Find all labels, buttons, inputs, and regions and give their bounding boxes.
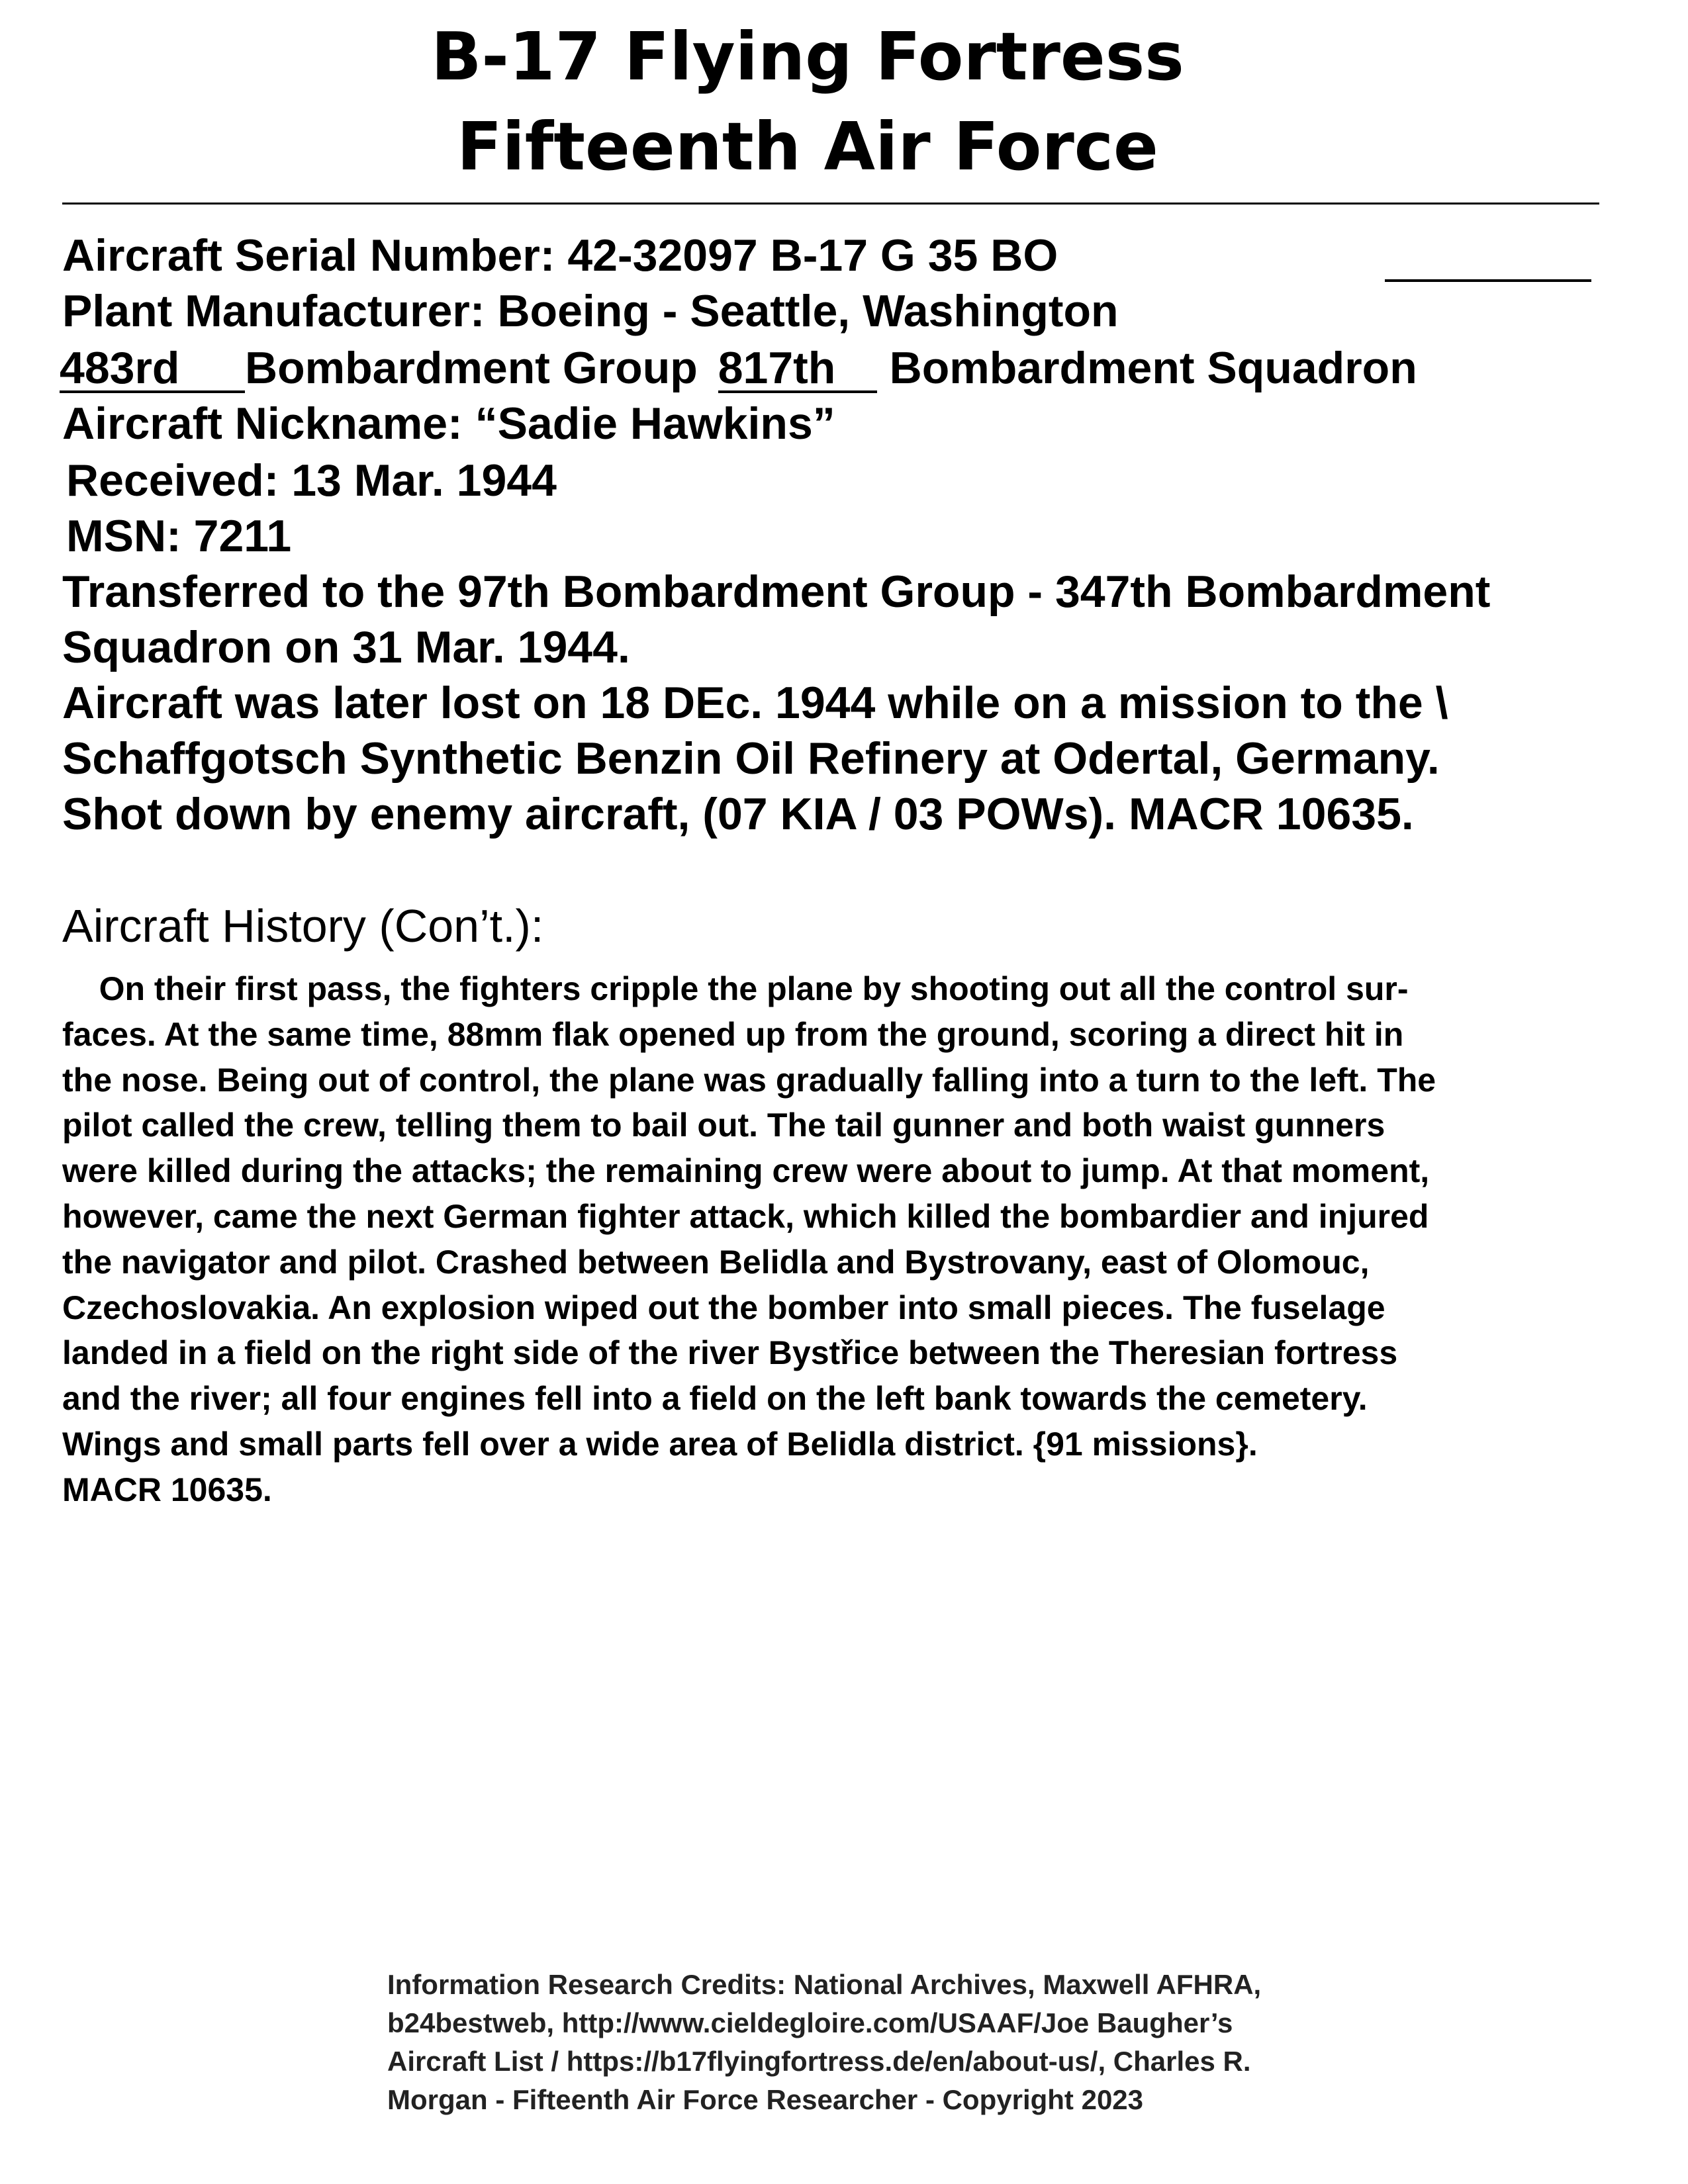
- history-line: the navigator and pilot. Crashed between Belidla and Bystrovany, east of Olomouc,: [62, 1243, 1370, 1281]
- credits-line: b24bestweb, http://www.cieldegloire.com/USAAF/Joe Baugher’s: [387, 2007, 1233, 2038]
- squadron-number: 817th: [718, 345, 877, 393]
- squadron-label: Bombardment Squadron: [889, 343, 1417, 393]
- page-title: B-17 Flying Fortress: [431, 18, 1184, 95]
- msn-value: 7211: [193, 511, 292, 561]
- history-line: Czechoslovakia. An explosion wiped out the bomber into small pieces. The fuselage: [62, 1289, 1385, 1326]
- fate-line-4: Schaffgotsch Synthetic Benzin Oil Refinery at Odertal, Germany.: [62, 733, 1440, 784]
- history-line: On their first pass, the fighters cripple the plane by shooting out all the control sur-: [62, 970, 1409, 1007]
- fate-line-5: Shot down by enemy aircraft, (07 KIA / 03 POWs). MACR 10635.: [62, 789, 1414, 839]
- page-subtitle: Fifteenth Air Force: [457, 108, 1158, 185]
- group-label: Bombardment Group: [245, 343, 698, 393]
- msn-label: MSN:: [66, 511, 181, 561]
- history-line: Wings and small parts fell over a wide area of Belidla district. {91 missions}.: [62, 1425, 1258, 1463]
- group-number: 483rd: [60, 345, 245, 393]
- history-line: landed in a field on the right side of the river Bystřice between the Theresian fortress: [62, 1334, 1398, 1372]
- nickname-line: [62, 398, 835, 449]
- received-value: 13 Mar. 1944: [291, 455, 557, 506]
- received-line: [66, 455, 557, 506]
- serial-number-value: 42-32097 B-17 G 35 BO: [567, 230, 1058, 281]
- credits-line: Aircraft List / https://b17flyingfortress.de/en/about-us/, Charles R.: [387, 2046, 1251, 2077]
- research-credits: [387, 1966, 1261, 2119]
- title-divider: [62, 203, 1599, 205]
- unit-line: [60, 345, 1417, 393]
- manufacturer-value: Boeing - Seattle, Washington: [497, 286, 1119, 336]
- serial-number-line: [62, 230, 1058, 281]
- received-label: Received:: [66, 455, 279, 506]
- history-line: MACR 10635.: [62, 1471, 272, 1508]
- serial-number-label: Aircraft Serial Number:: [62, 230, 555, 281]
- history-line: the nose. Being out of control, the plane was gradually falling into a turn to the left. The: [62, 1061, 1436, 1099]
- history-line: were killed during the attacks; the remaining crew were about to jump. At that moment,: [62, 1152, 1430, 1190]
- credits-line: Information Research Credits: National Archives, Maxwell AFHRA,: [387, 1969, 1262, 2000]
- history-line: faces. At the same time, 88mm flak opened up from the ground, scoring a direct hit in: [62, 1015, 1404, 1053]
- history-line: and the river; all four engines fell into a field on the left bank towards the cemetery.: [62, 1380, 1368, 1418]
- msn-line: [66, 511, 292, 561]
- history-heading: Aircraft History (Con’t.):: [62, 900, 544, 952]
- fate-line-3: Aircraft was later lost on 18 DEc. 1944 while on a mission to the \: [62, 678, 1448, 728]
- fate-line-1: Transferred to the 97th Bombardment Group - 347th Bombardment: [62, 567, 1491, 617]
- history-line: however, came the next German fighter attack, which killed the bombardier and injured: [62, 1197, 1429, 1235]
- manufacturer-line: [62, 286, 1119, 336]
- credits-line: Morgan - Fifteenth Air Force Researcher - Copyright 2023: [387, 2084, 1144, 2115]
- nickname-value: “Sadie Hawkins”: [475, 398, 835, 449]
- history-line: pilot called the crew, telling them to bail out. The tail gunner and both waist gunners: [62, 1107, 1385, 1144]
- fate-line-2: Squadron on 31 Mar. 1944.: [62, 622, 630, 672]
- history-paragraph: [62, 966, 1677, 1513]
- serial-blank: [1385, 279, 1591, 282]
- manufacturer-label: Plant Manufacturer:: [62, 286, 485, 336]
- nickname-label: Aircraft Nickname:: [62, 398, 463, 449]
